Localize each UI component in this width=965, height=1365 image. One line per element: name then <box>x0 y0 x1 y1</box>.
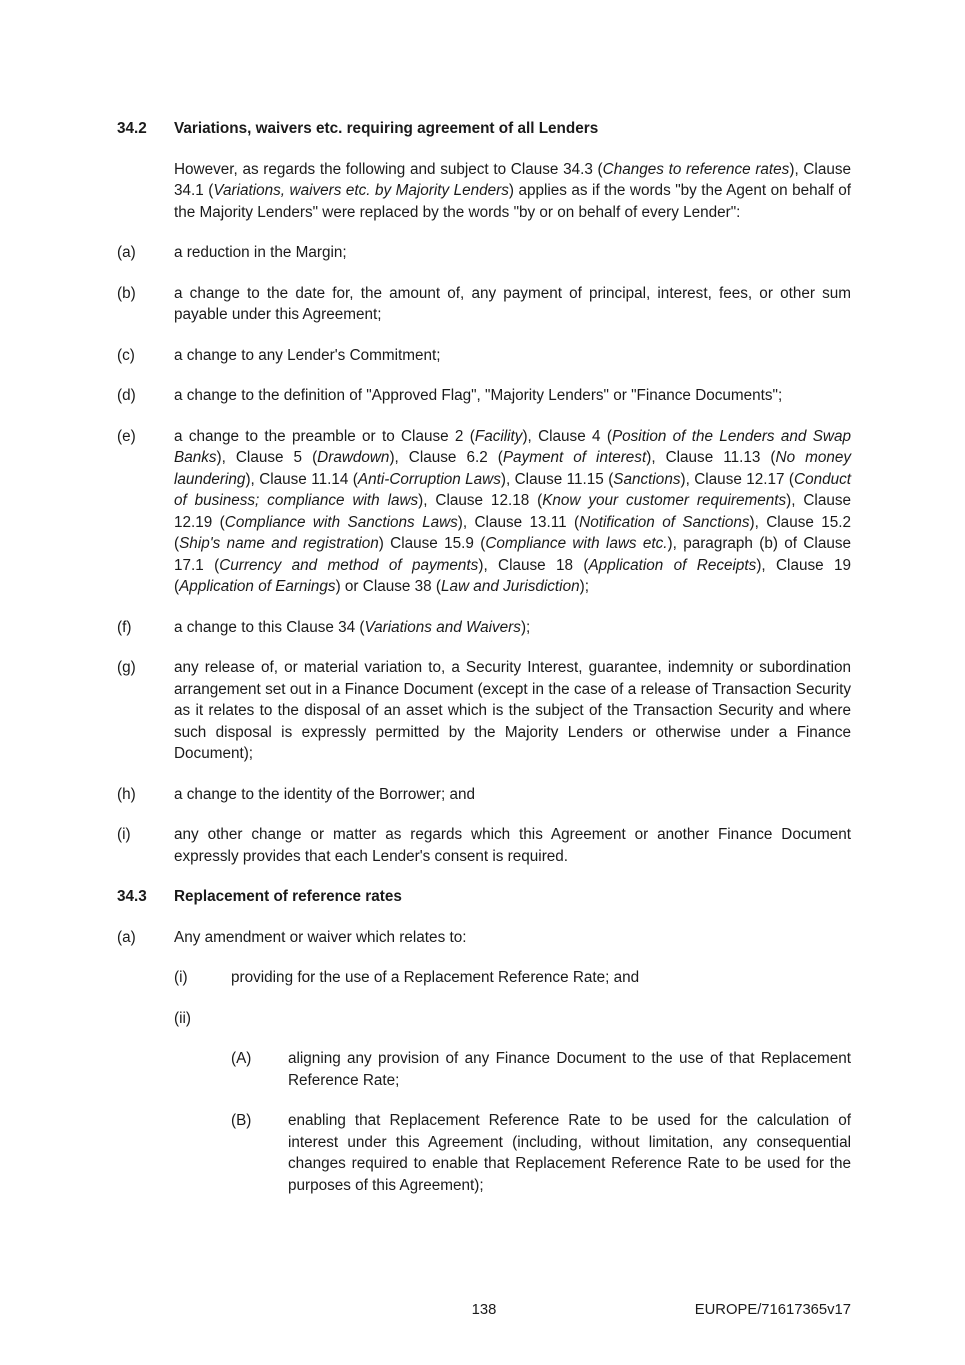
paragraph-text <box>174 345 851 367</box>
text-segment: Replacement of reference rates <box>174 888 402 905</box>
italic-text-segment: Position of the Lenders and Swap Banks <box>174 427 851 466</box>
list-item <box>174 967 851 989</box>
text-segment: a change to the date for, the amount of, any payment of principal, interest, fees, or other sum payable under this Agreement; <box>174 284 851 323</box>
text-segment: ), Clause 34.1 ( <box>174 160 851 199</box>
item-marker: (B) <box>231 1112 252 1129</box>
item-marker: (e) <box>117 427 136 445</box>
text-segment: ), Clause 12.18 ( <box>418 492 543 509</box>
text-segment: a change to any Lender's Commitment; <box>174 346 441 364</box>
text-segment: ), Clause 11.13 ( <box>646 449 776 466</box>
section-heading <box>117 118 851 140</box>
italic-text-segment: Drawdown <box>317 449 390 466</box>
list-item <box>117 385 851 407</box>
text-segment: Any amendment or waiver which relates to: <box>174 928 467 946</box>
section-heading <box>117 886 851 908</box>
list-item <box>117 657 851 765</box>
italic-text-segment: Variations and Waivers <box>364 618 521 636</box>
italic-text-segment: Compliance with Sanctions Laws <box>224 513 458 531</box>
paragraph-text <box>174 426 851 598</box>
text-segment: a reduction in the Margin; <box>174 244 347 261</box>
text-segment: a change to the definition of "Approved Flag", "Majority Lenders" or "Finance Documents"; <box>174 387 783 404</box>
text-segment: ) Clause 15.9 ( <box>378 535 486 552</box>
text-segment: enabling that Replacement Reference Rate to be used for the calculation of interest under this Agreement (including, without limitation, any consequential changes required to enable that Replacement Reference Rate to be used for the purposes of this Agreement); <box>288 1112 851 1194</box>
section-number: 34.2 <box>117 120 147 137</box>
list-item <box>117 824 851 867</box>
text-segment: a change to this Clause 34 ( <box>174 618 365 636</box>
text-segment: ), Clause 5 ( <box>216 449 318 466</box>
text-segment: ), Clause 11.15 ( <box>500 470 614 488</box>
text-segment: ), Clause 12.19 ( <box>174 492 851 531</box>
italic-text-segment: Currency and method of payments <box>219 556 479 574</box>
list-item <box>117 784 851 806</box>
paragraph-text <box>174 283 851 326</box>
list-item <box>117 345 851 367</box>
list-item <box>231 1110 851 1196</box>
text-segment: a change to the preamble or to Clause 2 ( <box>174 427 475 445</box>
text-segment: any other change or matter as regards which this Agreement or another Finance Document expressly provides that each Lender's consent is required. <box>174 826 851 865</box>
italic-text-segment: Compliance with laws etc. <box>485 535 668 552</box>
paragraph-text <box>174 784 851 806</box>
text-segment: ), Clause 12.17 ( <box>680 470 795 488</box>
italic-text-segment: Know your customer requirements <box>542 492 787 509</box>
text-segment: Variations, waivers etc. requiring agreement of all Lenders <box>174 120 599 137</box>
text-segment: ) or Clause 38 ( <box>335 578 441 595</box>
footer-doc-reference: EUROPE/71617365v17 <box>694 1302 851 1318</box>
text-segment: ), Clause 4 ( <box>522 427 612 445</box>
list-item <box>117 242 851 264</box>
heading-text <box>174 886 851 908</box>
paragraph-text <box>174 824 851 867</box>
text-segment: providing for the use of a Replacement Reference Rate; and <box>231 969 640 986</box>
text-segment: ), Clause 18 ( <box>478 556 589 574</box>
paragraph-text <box>231 1008 851 1030</box>
italic-text-segment: Notification of Sanctions <box>579 513 750 531</box>
section-number: 34.3 <box>117 888 147 905</box>
text-segment: However, as regards the following and subject to Clause 34.3 ( <box>174 160 603 178</box>
item-marker: (g) <box>117 659 136 676</box>
item-marker: (i) <box>174 969 188 986</box>
italic-text-segment: Variations, waivers etc. by Majority Lenders <box>213 182 509 199</box>
list-item <box>117 283 851 326</box>
paragraph-text <box>174 927 851 949</box>
list-item <box>117 426 851 598</box>
text-segment: ), paragraph (b) of Clause 17.1 ( <box>174 535 851 574</box>
item-marker: (b) <box>117 284 136 302</box>
text-segment: any release of, or material variation to, a Security Interest, guarantee, indemnity or subordination arrangement set out in a Finance Document (except in the case of a release of Transaction Security as it relates to the disposal of an asset which is the subject of the Transaction Security and where such disposal is expressly permitted by the Majority Lenders or otherwise under a Finance Document); <box>174 659 851 762</box>
item-marker: (i) <box>117 826 131 843</box>
text-segment: ), Clause 19 ( <box>174 556 851 595</box>
footer-page-number: 138 <box>471 1302 497 1318</box>
item-marker: (f) <box>117 618 132 636</box>
italic-text-segment: Law and Jurisdiction <box>441 578 580 595</box>
list-item <box>231 1048 851 1091</box>
text-segment: ) applies as if the words "by the Agent on behalf of the Majority Lenders" were replaced by the words "by or on behalf of every Lender": <box>174 182 851 221</box>
document-content <box>117 118 851 1215</box>
italic-text-segment: Sanctions <box>613 470 681 488</box>
text-segment: ), Clause 15.2 ( <box>174 513 852 552</box>
italic-text-segment: Changes to reference rates <box>602 160 790 178</box>
text-segment: ), Clause 11.14 ( <box>245 470 358 488</box>
italic-text-segment: No money laundering <box>174 449 852 488</box>
item-marker: (ii) <box>174 1009 191 1027</box>
item-marker: (h) <box>117 785 136 803</box>
heading-text <box>174 118 851 140</box>
item-marker: (c) <box>117 346 135 364</box>
paragraph <box>117 159 851 224</box>
paragraph-text <box>174 657 851 765</box>
text-segment: ), Clause 13.11 ( <box>457 513 580 531</box>
italic-text-segment: Payment of interest <box>502 449 647 466</box>
italic-text-segment: Application of Receipts <box>588 556 757 574</box>
item-marker: (a) <box>117 244 136 261</box>
paragraph-text <box>174 159 851 224</box>
paragraph-text <box>231 967 851 989</box>
text-segment: a change to the identity of the Borrower; and <box>174 785 476 803</box>
paragraph-text <box>288 1110 851 1196</box>
text-segment: ), Clause 6.2 ( <box>389 449 503 466</box>
item-marker: (d) <box>117 387 136 404</box>
italic-text-segment: Conduct of business; compliance with laws <box>174 470 852 509</box>
italic-text-segment: Facility <box>474 427 523 445</box>
italic-text-segment: Ship's name and registration <box>179 535 379 552</box>
paragraph-text <box>288 1048 851 1091</box>
paragraph-text <box>174 242 851 264</box>
paragraph-text <box>174 617 851 639</box>
text-segment: ); <box>520 618 531 636</box>
italic-text-segment: Application of Earnings <box>179 578 336 595</box>
text-segment: ); <box>579 578 589 595</box>
paragraph-text <box>174 385 851 407</box>
italic-text-segment: Anti-Corruption Laws <box>357 470 501 488</box>
list-item <box>117 927 851 949</box>
list-item <box>174 1008 851 1030</box>
item-marker: (A) <box>231 1050 252 1067</box>
list-item <box>117 617 851 639</box>
item-marker: (a) <box>117 928 136 946</box>
text-segment: aligning any provision of any Finance Document to the use of that Replacement Reference Rate; <box>288 1050 851 1089</box>
